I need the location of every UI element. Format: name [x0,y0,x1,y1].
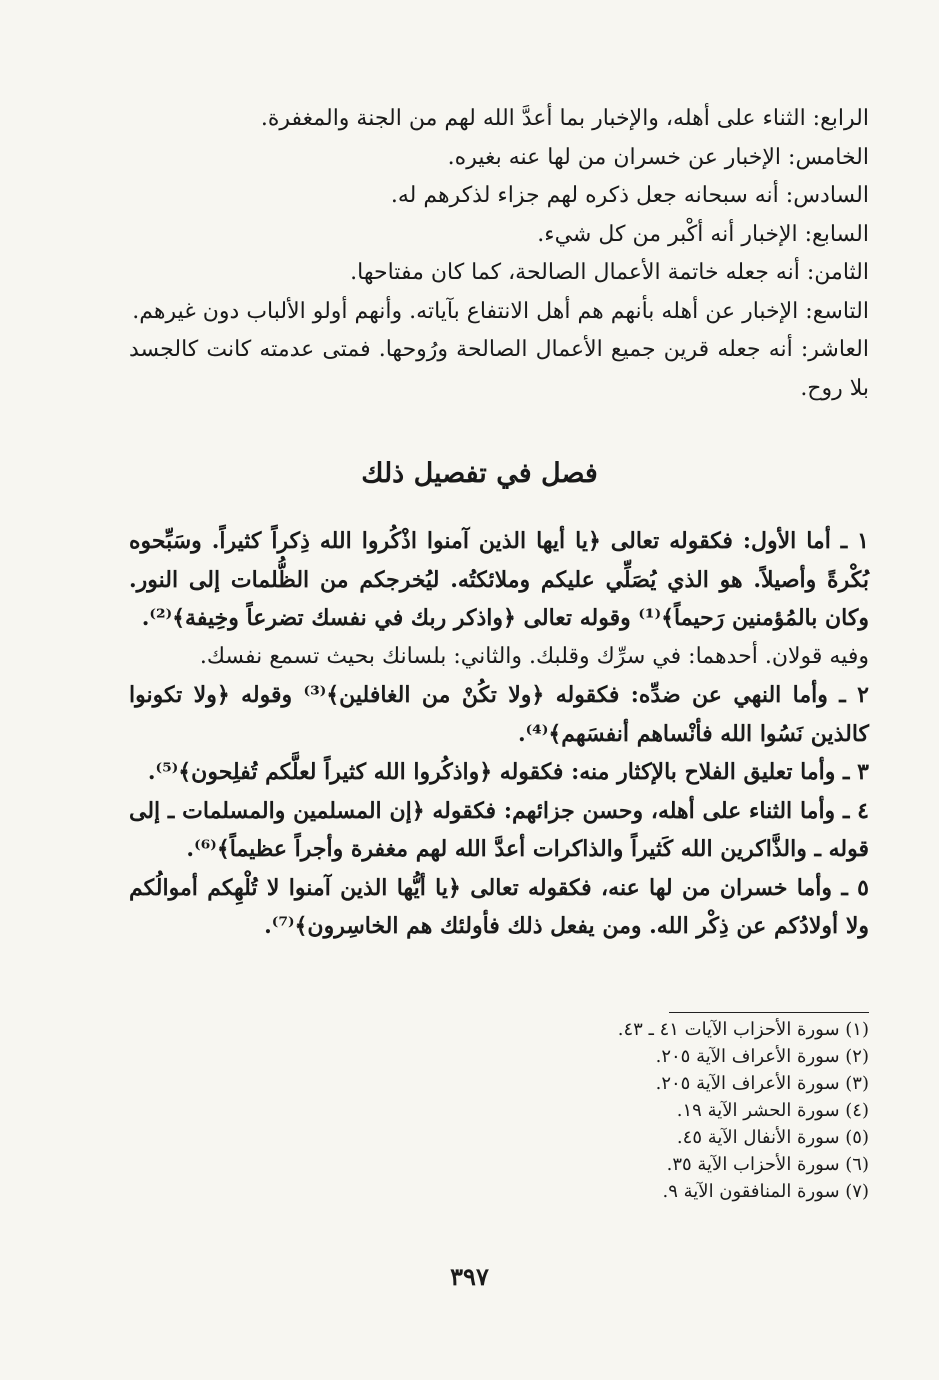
body-text [129,522,869,946]
list-item: الرابع: الثناء على أهله، والإخبار بما أعدَّ الله لهم من الجنة والمغفرة. [260,106,869,131]
footnote: (٧) سورة المنافقون الآية ٩. [662,1181,869,1202]
paragraph-4: ٤ ـ وأما الثناء على أهله، وحسن جزائهم: فكقوله ﴿إن المسلمين والمسلمات ـ إلى قوله ـ والذَّاكرين الله كَثيراً والذاكرات أعدَّ الله لهم مغفرة وأجراً عظيماً﴾⁽⁶⁾. [129,797,869,862]
footnote-divider [669,1012,869,1013]
section-title: فصل في تفصيل ذلك [361,458,598,489]
page-number: ٣٩٧ [450,1262,489,1291]
paragraph-1b: وفيه قولان. أحدهما: في سرِّك وقلبك. والثاني: بلسانك بحيث تسمع نفسك. [199,643,869,669]
list-item: السادس: أنه سبحانه جعل ذكره لهم جزاء لذكرهم له. [390,183,869,208]
paragraph-5: ٥ ـ وأما خسران من لها عنه، فكقوله تعالى ﴿يا أيُّها الذين آمنوا لا تُلْهِكم أموالُكم ولا أولادُكم عن ذِكْر الله. ومن يفعل ذلك فأولئك هم الخاسِرون﴾⁽⁷⁾. [129,874,869,939]
paragraph-1: ١ ـ أما الأول: فكقوله تعالى ﴿يا أيها الذين آمنوا اذْكُروا الله ذِكراً كثيراً. وسَبِّحوه بُكْرةً وأصيلاً. هو الذي يُصَلِّي عليكم وملائكتُه. ليُخرجكم من الظُّلمات إلى النور. وكان بالمُؤمنين رَحيماً﴾⁽¹⁾ وقوله تعالى ﴿واذكر ربك في نفسك تضرعاً وخِيفة﴾⁽²⁾. [129,528,869,631]
footnote: (٤) سورة الحشر الآية ١٩. [676,1100,869,1121]
list-item: الخامس: الإخبار عن خسران من لها عنه بغيره. [447,144,869,170]
footnote: (٢) سورة الأعراف الآية ٢٠٥. [655,1046,869,1067]
footnote: (٦) سورة الأحزاب الآية ٣٥. [666,1154,869,1175]
footnote: (٣) سورة الأعراف الآية ٢٠٥. [655,1073,869,1094]
paragraph-2: ٢ ـ وأما النهي عن ضدِّه: فكقوله ﴿ولا تكُنْ من الغافلين﴾⁽³⁾ وقوله ﴿ولا تكونوا كالذين نَسُوا الله فأنْساهم أنفسَهم﴾⁽⁴⁾. [129,682,869,747]
paragraph-3: ٣ ـ وأما تعليق الفلاح بالإكثار منه: فكقوله ﴿واذكُروا الله كثيراً لعلَّكم تُفلِحون﴾⁽⁵⁾. [147,759,869,785]
footnote: (٥) سورة الأنفال الآية ٤٥. [676,1127,869,1148]
list-item: العاشر: أنه جعله قرين جميع الأعمال الصالحة ورُوحها. فمتى عدمته كانت كالجسد بلا روح. [129,337,869,401]
footnote: (١) سورة الأحزاب الآيات ٤١ ـ ٤٣. [617,1019,869,1040]
footnotes [469,1016,869,1205]
list-block [129,100,869,408]
list-item: الثامن: أنه جعله خاتمة الأعمال الصالحة، كما كان مفتاحها. [350,260,869,285]
list-item: التاسع: الإخبار عن أهله بأنهم هم أهل الانتفاع بآياته. وأنهم أولو الألباب دون غيرهم. [132,298,869,324]
list-item: السابع: الإخبار أنه أكْبر من كل شيء. [537,221,869,247]
